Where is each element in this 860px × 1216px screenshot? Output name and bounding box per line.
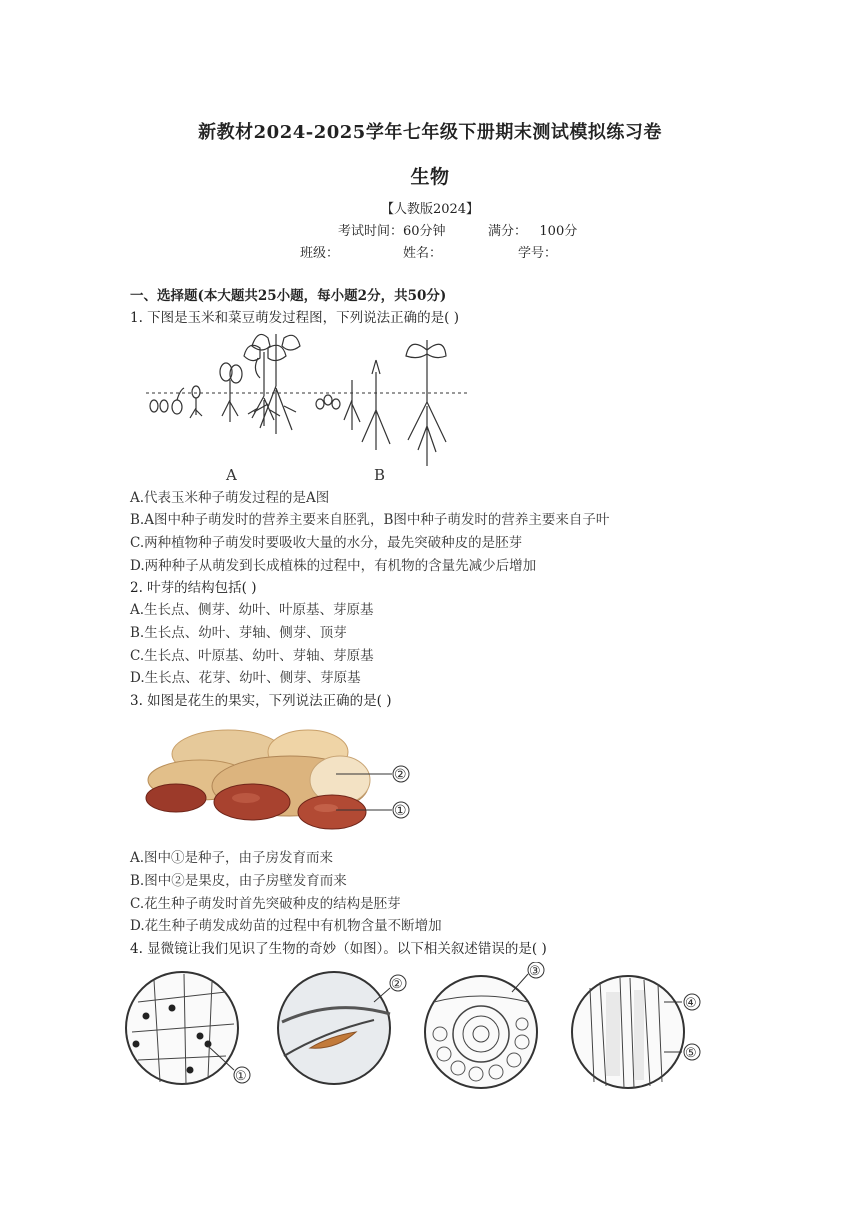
- peanut-figure: [140, 716, 420, 840]
- view-4-label: ④: [685, 996, 697, 1011]
- question-3-option-b[interactable]: B.图中②是果皮，由子房壁发育而来: [130, 873, 347, 889]
- figure-label-a: A: [226, 466, 237, 484]
- figure-label-b: B: [374, 466, 386, 484]
- germination-figure: [140, 330, 480, 485]
- exam-title: 新教材2024-2025学年七年级下册期末测试模拟练习卷: [198, 122, 662, 143]
- full-score: 满分： 100分: [488, 224, 578, 239]
- microscope-view-4: [572, 976, 700, 1088]
- question-2-option-a[interactable]: A.生长点、侧芽、幼叶、叶原基、芽原基: [130, 602, 374, 618]
- bean-germination-sequence: [316, 340, 446, 466]
- corn-germination-sequence: [150, 334, 300, 434]
- question-2-stem: 2. 叶芽的结构包括( ): [130, 580, 257, 596]
- question-2-option-d[interactable]: D.生长点、花芽、幼叶、侧芽、芽原基: [130, 670, 361, 686]
- question-2-option-c[interactable]: C.生长点、叶原基、幼叶、芽轴、芽原基: [130, 648, 374, 664]
- microscope-view-2: [278, 972, 406, 1084]
- question-3-option-c[interactable]: C.花生种子萌发时首先突破种皮的结构是胚芽: [130, 896, 401, 912]
- microscope-view-1: [126, 972, 250, 1084]
- view-1-label: ①: [235, 1069, 247, 1084]
- question-2-option-b[interactable]: B.生长点、幼叶、芽轴、侧芽、顶芽: [130, 625, 347, 641]
- question-4-stem: 4. 显微镜让我们见识了生物的奇妙（如图）。以下相关叙述错误的是( ): [130, 941, 547, 957]
- question-1-stem: 1. 下图是玉米和菜豆萌发过程图，下列说法正确的是( ): [130, 310, 459, 326]
- question-3-option-d[interactable]: D.花生种子萌发成幼苗的过程中有机物含量不断增加: [130, 918, 442, 934]
- question-3-stem: 3. 如图是花生的果实，下列说法正确的是( ): [130, 693, 392, 709]
- callout-2-label: ②: [394, 767, 407, 783]
- view-5-label: ⑤: [685, 1046, 697, 1061]
- question-1-option-b[interactable]: B.A图中种子萌发时的营养主要来自胚乳，B图中种子萌发时的营养主要来自子叶: [130, 512, 610, 528]
- subject-title: 生物: [410, 166, 450, 188]
- microscope-view-3: [425, 962, 544, 1088]
- question-1-option-d[interactable]: D.两种种子从萌发到长成植株的过程中，有机物的含量先减少后增加: [130, 558, 537, 574]
- name-label: 姓名：: [403, 246, 443, 261]
- question-1-option-c[interactable]: C.两种植物种子萌发时要吸收大量的水分，最先突破种皮的是胚芽: [130, 535, 523, 551]
- question-1-option-a[interactable]: A.代表玉米种子萌发过程的是A图: [130, 490, 330, 506]
- view-3-label: ③: [529, 964, 541, 979]
- view-2-label: ②: [391, 977, 403, 992]
- question-3-option-a[interactable]: A.图中①是种子，由子房发育而来: [130, 850, 334, 866]
- callout-1-label: ①: [394, 803, 407, 819]
- id-label: 学号：: [518, 246, 558, 261]
- edition-label: 【人教版2024】: [380, 202, 480, 217]
- section-title: 一、选择题(本大题共25小题，每小题2分，共50分): [130, 288, 447, 304]
- microscope-figures: [124, 962, 714, 1094]
- class-label: 班级：: [300, 246, 340, 261]
- exam-time: 考试时间：60分钟: [338, 224, 446, 239]
